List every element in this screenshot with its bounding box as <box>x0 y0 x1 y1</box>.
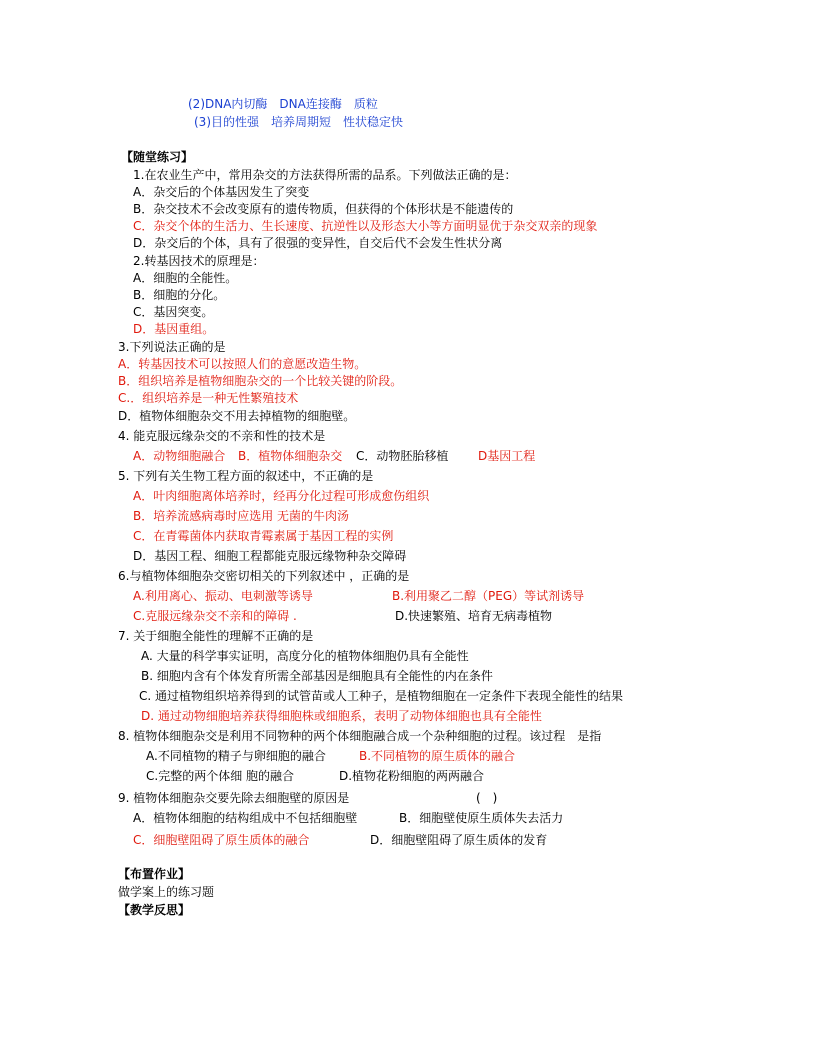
practice-heading: 【随堂练习】 <box>121 150 194 164</box>
q3-option-a: A．转基因技术可以按照人们的意愿改造生物。 <box>118 357 367 371</box>
q3-stem: 3.下列说法正确的是 <box>118 340 226 354</box>
q1-option-b: B．杂交技术不会改变原有的遗传物质，但获得的个体形状是不能遗传的 <box>133 202 514 216</box>
q1-option-a: A．杂交后的个体基因发生了突变 <box>133 185 310 199</box>
q3-option-c: C.．组织培养是一种无性繁殖技术 <box>118 391 299 405</box>
q6-option-c: C.克服远缘杂交不亲和的障碍 . <box>133 609 297 623</box>
q2-option-d: D．基因重组。 <box>133 322 215 336</box>
q4-stem: 4. 能克服远缘杂交的不亲和性的技术是 <box>118 429 326 443</box>
q7-option-c: C. 通过植物组织培养得到的试管苗或人工种子，是植物细胞在一定条件下表现全能性的结果 <box>139 689 624 703</box>
homework-text: 做学案上的练习题 <box>118 885 215 899</box>
q6-option-d: D.快速繁殖、培育无病毒植物 <box>395 609 553 623</box>
q7-stem: 7. 关于细胞全能性的理解不正确的是 <box>118 629 314 643</box>
q1-stem: 1.在农业生产中，常用杂交的方法获得所需的品系。下列做法正确的是： <box>133 168 517 182</box>
q9-option-c: C．细胞壁阻碍了原生质体的融合 <box>133 833 310 847</box>
q9-option-a: A．植物体细胞的结构组成中不包括细胞壁 <box>133 811 358 825</box>
q2-option-a: A．细胞的全能性。 <box>133 271 238 285</box>
q3-option-d: D．植物体细胞杂交不用去掉植物的细胞壁。 <box>118 409 356 423</box>
q6-option-a: A.利用离心、振动、电刺激等诱导 <box>133 589 313 603</box>
q4-option-d: D基因工程 <box>478 449 536 463</box>
q2-option-c: C．基因突变。 <box>133 305 214 319</box>
reflection-heading: 【教学反思】 <box>118 903 191 917</box>
homework-heading: 【布置作业】 <box>118 867 191 881</box>
q8-stem: 8. 植物体细胞杂交是利用不同物种的两个体细胞融合成一个杂种细胞的过程。该过程 是指 <box>118 729 602 743</box>
q6-option-b: B.利用聚乙二醇（PEG）等试剂诱导 <box>392 589 585 603</box>
answer-line-2: (2)DNA内切酶 DNA连接酶 质粒 <box>188 97 378 111</box>
q6-stem: 6.与植物体细胞杂交密切相关的下列叙述中 ，正确的是 <box>118 569 410 583</box>
answer-line-3: (3)目的性强 培养周期短 性状稳定快 <box>194 115 403 129</box>
q5-option-c: C．在青霉菌体内获取青霉素属于基因工程的实例 <box>133 529 394 543</box>
q7-option-a: A. 大量的科学事实证明，高度分化的植物体细胞仍具有全能性 <box>141 649 469 663</box>
q4-option-a: A．动物细胞融合 <box>133 449 226 463</box>
q8-option-d: D.植物花粉细胞的两两融合 <box>339 769 485 783</box>
q8-option-c: C.完整的两个体细 胞的融合 <box>146 769 295 783</box>
q1-option-c: C．杂交个体的生活力、生长速度、抗逆性以及形态大小等方面明显优于杂交双亲的现象 <box>133 219 598 233</box>
q5-stem: 5. 下列有关生物工程方面的叙述中，不正确的是 <box>118 469 374 483</box>
q2-option-b: B．细胞的分化。 <box>133 288 226 302</box>
q5-option-b: B．培养流感病毒时应选用 无菌的牛肉汤 <box>133 509 350 523</box>
q9-option-d: D．细胞壁阻碍了原生质体的发育 <box>370 833 548 847</box>
q4-option-b: B．植物体细胞杂交 <box>238 449 343 463</box>
q5-option-d: D．基因工程、细胞工程都能克服远缘物种杂交障碍 <box>133 549 407 563</box>
q2-stem: 2.转基因技术的原理是： <box>133 254 265 268</box>
q4-option-c: C．动物胚胎移植 <box>356 449 449 463</box>
q9-stem: 9. 植物体细胞杂交要先除去细胞壁的原因是 <box>118 791 350 805</box>
q5-option-a: A．叶肉细胞离体培养时，经再分化过程可形成愈伤组织 <box>133 489 430 503</box>
q7-option-d: D. 通过动物细胞培养获得细胞株或细胞系，表明了动物体细胞也具有全能性 <box>141 709 542 723</box>
q9-answer-bracket: ( ) <box>476 791 498 805</box>
q3-option-b: B．组织培养是植物细胞杂交的一个比较关键的阶段。 <box>118 374 403 388</box>
q7-option-b: B. 细胞内含有个体发育所需全部基因是细胞具有全能性的内在条件 <box>141 669 493 683</box>
q9-option-b: B．细胞壁使原生质体失去活力 <box>399 811 564 825</box>
q8-option-b: B.不同植物的原生质体的融合 <box>359 749 516 763</box>
q1-option-d: D．杂交后的个体，具有了很强的变异性，自交后代不会发生性状分离 <box>133 236 503 250</box>
q8-option-a: A.不同植物的精子与卵细胞的融合 <box>146 749 326 763</box>
